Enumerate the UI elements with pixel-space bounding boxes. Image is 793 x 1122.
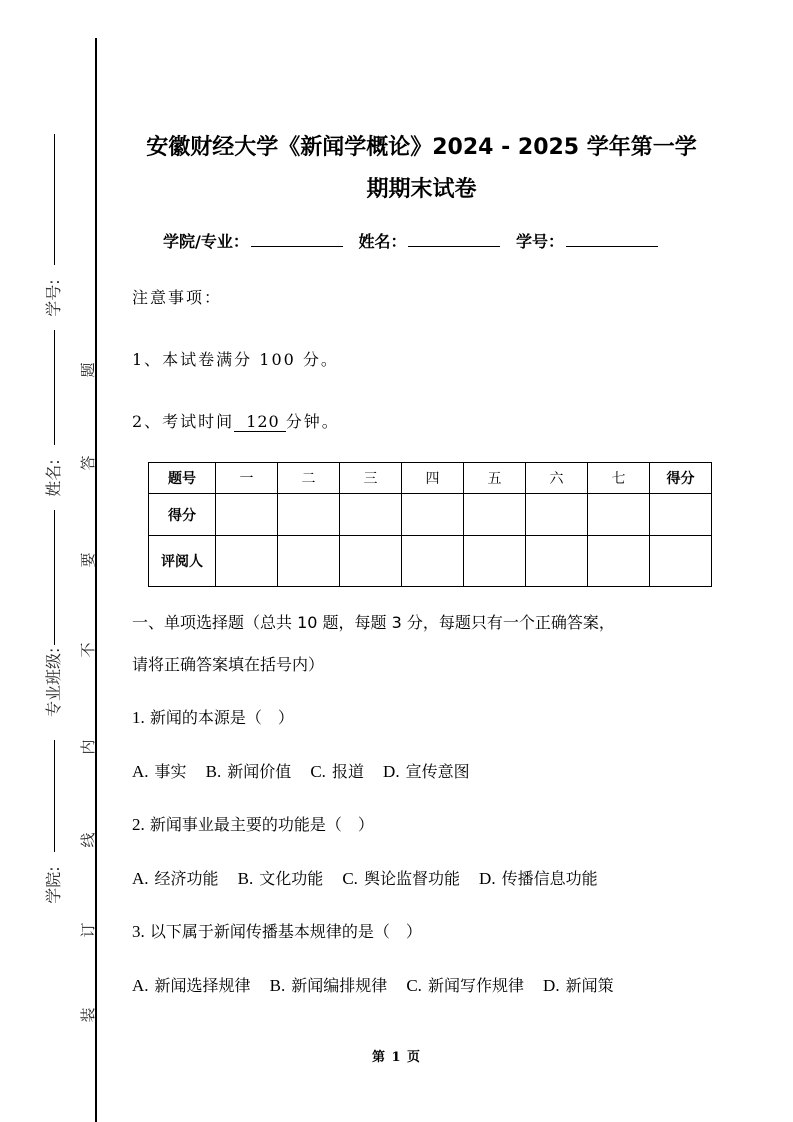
header-cell: 一	[216, 463, 278, 494]
header-cell: 三	[340, 463, 402, 494]
margin-label-name: 姓名:	[44, 459, 63, 497]
binding-char: 答	[79, 455, 97, 471]
score-row	[149, 494, 712, 536]
row-label: 评阅人	[149, 536, 216, 587]
binding-char: 要	[79, 552, 97, 568]
option-a[interactable]: A. 新闻选择规律	[132, 976, 251, 995]
question-1-options	[132, 759, 484, 782]
margin-label-college: 学院:	[44, 866, 63, 904]
header-cell: 得分	[650, 463, 712, 494]
question-number: 3.	[132, 922, 145, 941]
binding-char: 线	[79, 832, 97, 848]
score-cell[interactable]	[278, 494, 340, 536]
option-b[interactable]: B. 新闻编排规律	[269, 976, 388, 995]
margin-label-student-id: 学号:	[44, 279, 63, 317]
option-b[interactable]: B. 文化功能	[237, 869, 324, 888]
binding-line	[95, 38, 97, 1122]
reviewer-cell[interactable]	[650, 536, 712, 587]
question-2-options	[132, 866, 612, 889]
option-c[interactable]: C. 报道	[310, 762, 364, 781]
question-3-options	[132, 973, 628, 996]
option-b[interactable]: B. 新闻价值	[205, 762, 292, 781]
college-major-field[interactable]	[251, 232, 343, 247]
reviewer-cell[interactable]	[340, 536, 402, 587]
option-c[interactable]: C. 新闻写作规律	[406, 976, 524, 995]
reviewer-cell[interactable]	[526, 536, 588, 587]
score-table	[148, 462, 712, 587]
question-stem: 新闻事业最主要的功能是（ ）	[149, 815, 374, 834]
header-cell: 四	[402, 463, 464, 494]
student-info-row	[163, 229, 668, 252]
question-number: 1.	[132, 708, 145, 727]
note-item-2	[132, 409, 340, 432]
section-1-title-continued: 请将正确答案填在括号内）	[132, 655, 325, 674]
header-cell: 五	[464, 463, 526, 494]
binding-char: 订	[79, 922, 97, 938]
header-cell: 七	[588, 463, 650, 494]
header-cell: 二	[278, 463, 340, 494]
reviewer-cell[interactable]	[402, 536, 464, 587]
reviewer-cell[interactable]	[464, 536, 526, 587]
student-id-label: 学号：	[516, 232, 565, 251]
note-item-2-suffix: 分钟。	[285, 412, 340, 431]
student-id-field[interactable]	[566, 232, 658, 247]
binding-segment	[54, 330, 55, 445]
reviewer-row	[149, 536, 712, 587]
option-a[interactable]: A. 经济功能	[132, 869, 219, 888]
page-title: 安徽财经大学《新闻学概论》2024 - 2025 学年第一学	[146, 135, 697, 160]
binding-char: 不	[79, 642, 97, 658]
notes-heading: 注意事项：	[132, 288, 223, 307]
college-major-label: 学院/专业：	[163, 232, 249, 251]
row-label: 得分	[149, 494, 216, 536]
page-title-continued: 期期末试卷	[366, 177, 477, 202]
name-label: 姓名：	[358, 232, 407, 251]
question-stem: 以下属于新闻传播基本规律的是（ ）	[149, 922, 422, 941]
question-2	[132, 812, 374, 835]
page-number: 第 1 页	[371, 1050, 422, 1065]
binding-segment	[54, 510, 55, 645]
note-item-1: 1、本试卷满分 100 分。	[132, 350, 339, 369]
margin-label-major-class: 专业班级:	[44, 647, 63, 717]
option-d[interactable]: D. 新闻策	[543, 976, 614, 995]
note-item-2-prefix: 2、考试时间	[132, 412, 235, 431]
header-cell: 题号	[149, 463, 216, 494]
score-cell[interactable]	[650, 494, 712, 536]
option-c[interactable]: C. 舆论监督功能	[342, 869, 460, 888]
header-cell: 六	[526, 463, 588, 494]
binding-char: 内	[79, 739, 97, 755]
question-3	[132, 919, 422, 942]
name-field[interactable]	[408, 232, 500, 247]
binding-char: 装	[79, 1007, 97, 1023]
binding-segment	[54, 740, 55, 852]
reviewer-cell[interactable]	[278, 536, 340, 587]
score-cell[interactable]	[340, 494, 402, 536]
score-cell[interactable]	[402, 494, 464, 536]
question-1	[132, 705, 294, 728]
reviewer-cell[interactable]	[216, 536, 278, 587]
score-table-header-row	[149, 463, 712, 494]
question-stem: 新闻的本源是（ ）	[149, 708, 294, 727]
binding-segment	[54, 134, 55, 265]
score-cell[interactable]	[216, 494, 278, 536]
option-d[interactable]: D. 传播信息功能	[479, 869, 598, 888]
question-number: 2.	[132, 815, 145, 834]
section-1-title: 一、单项选择题（总共 10 题，每题 3 分，每题只有一个正确答案，	[132, 613, 615, 632]
score-cell[interactable]	[526, 494, 588, 536]
option-a[interactable]: A. 事实	[132, 762, 187, 781]
score-cell[interactable]	[588, 494, 650, 536]
binding-char: 题	[79, 362, 97, 378]
option-d[interactable]: D. 宣传意图	[383, 762, 470, 781]
exam-duration-value: 120	[234, 412, 286, 432]
reviewer-cell[interactable]	[588, 536, 650, 587]
score-cell[interactable]	[464, 494, 526, 536]
